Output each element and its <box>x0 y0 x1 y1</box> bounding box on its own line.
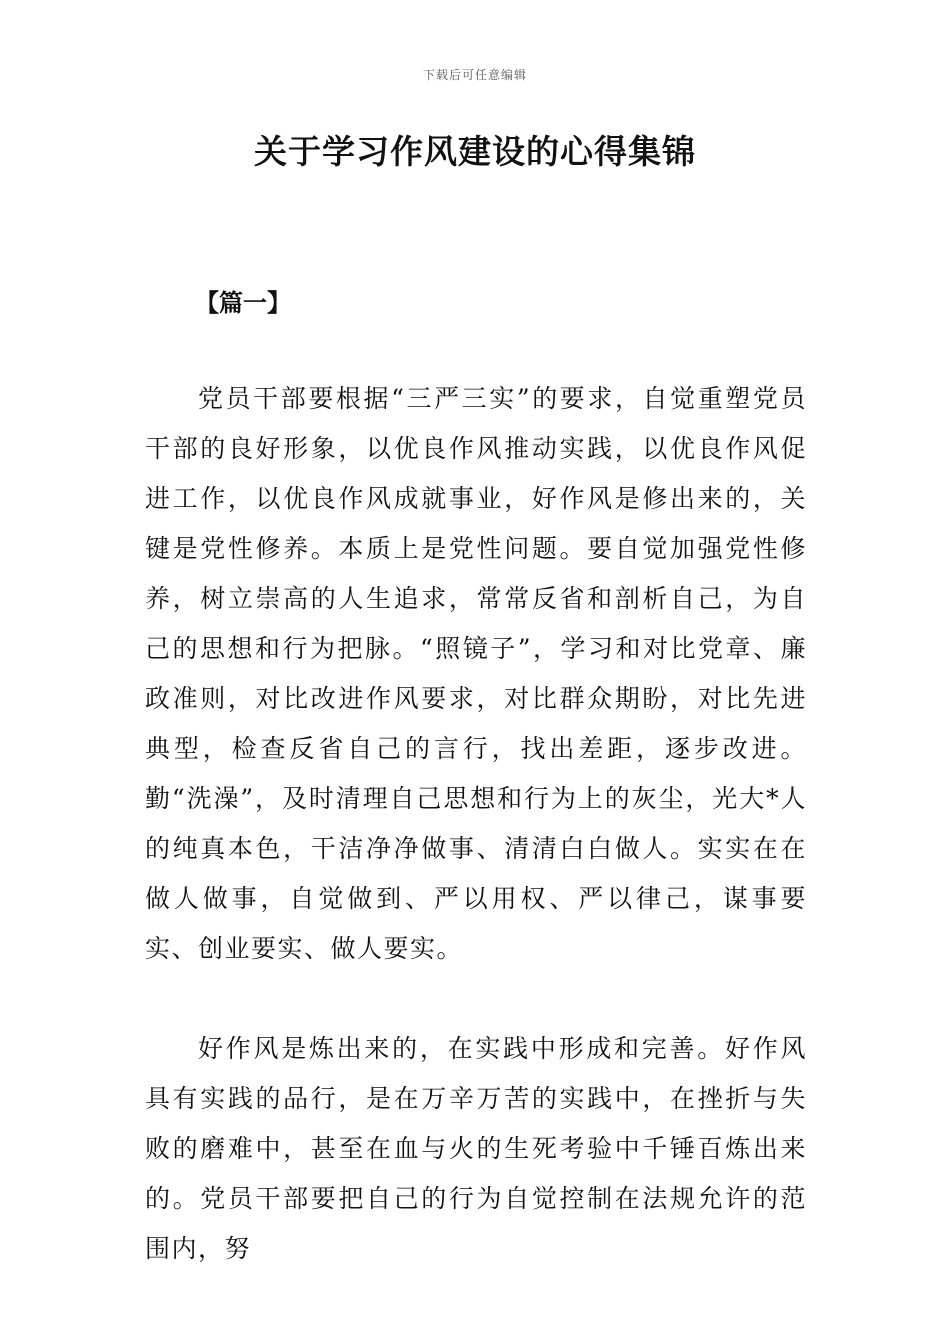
header-note: 下载后可任意编辑 <box>422 68 527 82</box>
body-paragraph: 党员干部要根据“三严三实”的要求，自觉重塑党员干部的良好形象，以优良作风推动实践，以优良作风促进工作，以优良作风成就事业，好作风是修出来的，关键是党性修养。本质上是党性问题。要自觉加强党性修养，树立崇高的人生追求，常常反省和剖析自己，为自己的思想和行为把脉。“照镜子”，学习和对比党章、廉政准则，对比改进作风要求，对比群众期盼，对比先进典型，检查反省自己的言行，找出差距，逐步改进。勤“洗澡”，及时清理自己思想和行为上的灰尘，光大*人的纯真本色，干洁净净做事、清清白白做人。实实在在做人做事，自觉做到、严以用权、严以律己，谋事要实、创业要实、做人要实。 <box>145 384 807 963</box>
section-label: 【篇一】 <box>195 289 291 317</box>
body-paragraph: 好作风是炼出来的，在实践中形成和完善。好作风具有实践的品行，是在万辛万苦的实践中，在挫折与失败的磨难中，甚至在血与火的生死考验中千锤百炼出来的。党员干部要把自己的行为自觉控制在法规允许的范围内，努 <box>145 1034 807 1263</box>
document-title: 关于学习作风建设的心得集锦 <box>254 132 696 171</box>
